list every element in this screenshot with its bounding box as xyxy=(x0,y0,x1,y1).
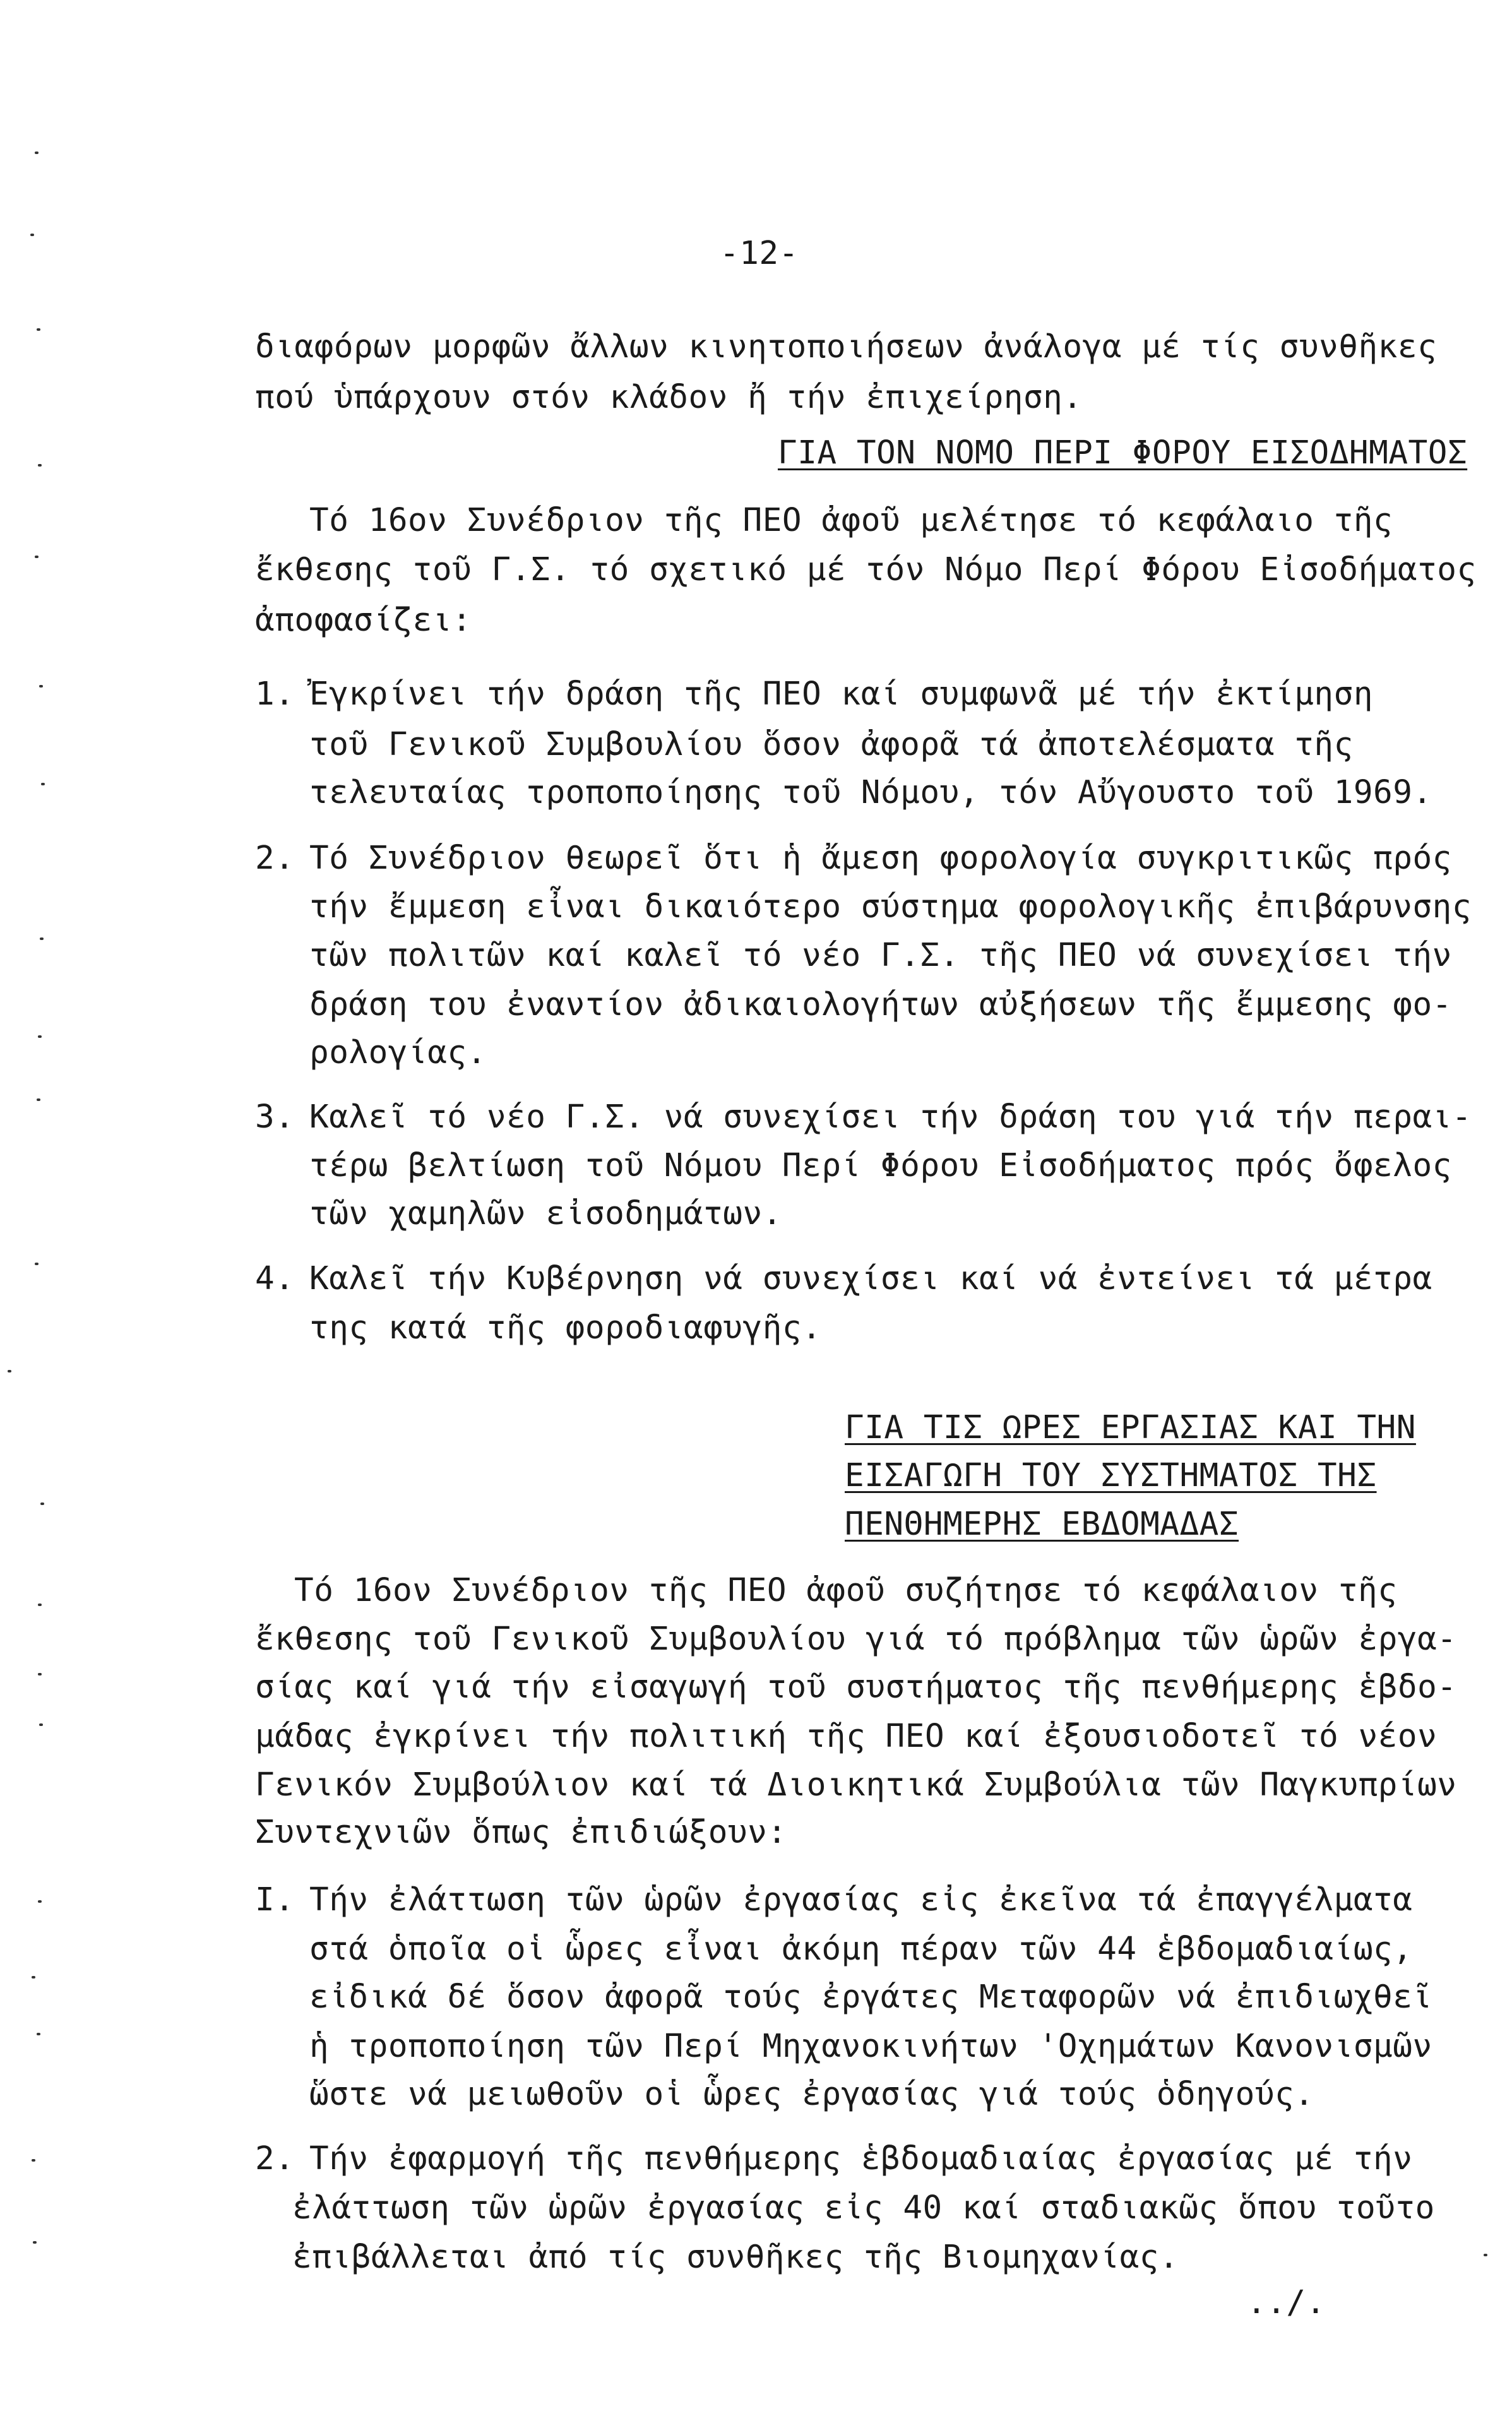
scan-speck xyxy=(30,234,34,236)
scan-speck xyxy=(32,1976,35,1979)
section2-intro-line-1: Τό 16ον Συνέδριον τῆς ΠΕΟ ἀφοῦ συζήτησε τό κεφάλαιον τῆς xyxy=(294,1572,1398,1609)
scan-speck xyxy=(35,152,39,154)
scan-speck xyxy=(33,2241,37,2244)
item-number: 2. xyxy=(255,2140,295,2177)
section1-intro-line-2: ἔκθεσης τοῦ Γ.Σ. τό σχετικό μέ τόν Νόμο Περί Φόρου Εἰσοδήματος xyxy=(255,551,1477,588)
scan-speck xyxy=(38,464,42,467)
item-number: 3. xyxy=(255,1098,295,1136)
item-line: Καλεῖ τήν Κυβέρνηση νά συνεχίσει καί νά ἐντείνει τά μέτρα xyxy=(309,1260,1432,1297)
continuation-mark: ../. xyxy=(1247,2284,1326,2321)
item-number: 1. xyxy=(255,675,295,713)
item-number: 2. xyxy=(255,840,295,877)
scan-speck xyxy=(38,1900,42,1903)
item-line: Ἐγκρίνει τήν δράση τῆς ΠΕΟ καί συμφωνᾶ μέ τήν ἐκτίμηση xyxy=(309,675,1374,713)
section2-intro-line-2: ἔκθεσης τοῦ Γενικοῦ Συμβουλίου γιά τό πρόβλημα τῶν ὡρῶν ἐργα- xyxy=(255,1621,1457,1658)
section2-intro-line-4: μάδας ἐγκρίνει τήν πολιτική τῆς ΠΕΟ καί ἐξουσιοδοτεῖ τό νέον xyxy=(255,1718,1438,1755)
item-line: τῶν χαμηλῶν εἰσοδημάτων. xyxy=(309,1195,782,1232)
item-line: της κατά τῆς φοροδιαφυγῆς. xyxy=(309,1309,822,1347)
section-heading-working-hours-line-2: ΕΙΣΑΓΩΓΗ ΤΟΥ ΣΥΣΤΗΜΑΤΟΣ ΤΗΣ xyxy=(845,1457,1377,1494)
item-line: ἐλάττωση τῶν ὡρῶν ἐργασίας εἰς 40 καί σταδιακῶς ὅπου τοῦτο xyxy=(292,2189,1435,2227)
item-number: Ι. xyxy=(255,1881,295,1919)
item-line: Τήν ἐφαρμογή τῆς πενθήμερης ἑβδομαδιαίας ἐργασίας μέ τήν xyxy=(309,2140,1413,2177)
section1-intro-line-3: ἀποφασίζει: xyxy=(255,602,472,639)
item-line: Τό Συνέδριον θεωρεῖ ὅτι ἡ ἄμεση φορολογία συγκριτικῶς πρός xyxy=(309,840,1452,877)
scan-speck xyxy=(35,556,39,558)
scan-speck xyxy=(8,1370,11,1372)
item-line: Τήν ἐλάττωση τῶν ὡρῶν ἐργασίας εἰς ἐκεῖνα τά ἐπαγγέλματα xyxy=(309,1881,1413,1919)
scan-speck xyxy=(38,1673,42,1675)
item-line: τελευταίας τροποποίησης τοῦ Νόμου, τόν Αὔγουστο τοῦ 1969. xyxy=(309,774,1432,811)
item-line: ρολογίας. xyxy=(309,1034,487,1071)
section1-intro-line-1: Τό 16ον Συνέδριον τῆς ΠΕΟ ἀφοῦ μελέτησε τό κεφάλαιο τῆς xyxy=(309,502,1393,539)
item-line: ἡ τροποποίηση τῶν Περί Μηχανοκινήτων 'Οχημάτων Κανονισμῶν xyxy=(309,2028,1432,2065)
item-line: Καλεῖ τό νέο Γ.Σ. νά συνεχίσει τήν δράση του γιά τήν περαι- xyxy=(309,1098,1472,1136)
intro-line-2: πού ὑπάρχουν στόν κλάδον ἤ τήν ἐπιχείρηση. xyxy=(255,379,1083,416)
scan-speck xyxy=(40,937,44,940)
scan-speck xyxy=(35,1263,39,1265)
item-line: τέρω βελτίωση τοῦ Νόμου Περί Φόρου Εἰσοδήματος πρός ὄφελος xyxy=(309,1147,1452,1184)
scan-speck xyxy=(1484,2254,1487,2256)
scan-speck xyxy=(32,2159,35,2162)
intro-line-1: διαφόρων μορφῶν ἄλλων κινητοποιήσεων ἀνάλογα μέ τίς συνθῆκες xyxy=(255,328,1438,366)
item-line: τοῦ Γενικοῦ Συμβουλίου ὅσον ἀφορᾶ τά ἀποτελέσματα τῆς xyxy=(309,726,1354,763)
scan-speck xyxy=(37,328,40,331)
section2-intro-line-5: Γενικόν Συμβούλιον καί τά Διοικητικά Συμβούλια τῶν Παγκυπρίων xyxy=(255,1766,1457,1804)
section-heading-working-hours-line-1: ΓΙΑ ΤΙΣ ΩΡΕΣ ΕΡΓΑΣΙΑΣ ΚΑΙ ΤΗΝ xyxy=(845,1409,1416,1446)
item-line: στά ὁποῖα οἱ ὧρες εἶναι ἀκόμη πέραν τῶν 44 ἑβδομαδιαίως, xyxy=(309,1931,1413,1968)
section2-intro-line-3: σίας καί γιά τήν εἰσαγωγή τοῦ συστήματος τῆς πενθήμερης ἑβδο- xyxy=(255,1669,1457,1706)
section-heading-income-tax: ΓΙΑ ΤΟΝ ΝΟΜΟ ΠΕΡΙ ΦΟΡΟΥ ΕΙΣΟΔΗΜΑΤΟΣ xyxy=(778,434,1468,472)
scan-speck xyxy=(39,685,43,687)
section-heading-working-hours-line-3: ΠΕΝΘΗΜΕΡΗΣ ΕΒΔΟΜΑΔΑΣ xyxy=(845,1506,1239,1543)
page-number: -12- xyxy=(720,235,799,272)
scan-speck xyxy=(41,783,45,785)
scan-speck xyxy=(39,1723,43,1726)
item-line: τῶν πολιτῶν καί καλεῖ τό νέο Γ.Σ. τῆς ΠΕΟ νά συνεχίσει τήν xyxy=(309,937,1452,974)
scan-speck xyxy=(38,1604,42,1606)
scan-speck xyxy=(37,2033,40,2035)
scan-speck xyxy=(38,1035,42,1038)
section2-intro-line-6: Συντεχνιῶν ὅπως ἐπιδιώξουν: xyxy=(255,1814,787,1851)
item-line: δράση του ἐναντίον ἀδικαιολογήτων αὐξήσεων τῆς ἔμμεσης φο- xyxy=(309,986,1452,1023)
item-line: ὥστε νά μειωθοῦν οἱ ὧρες ἐργασίας γιά τούς ὁδηγούς. xyxy=(309,2076,1314,2113)
item-line: ἐπιβάλλεται ἀπό τίς συνθῆκες τῆς Βιομηχανίας. xyxy=(292,2239,1179,2276)
item-line: τήν ἔμμεση εἶναι δικαιότερο σύστημα φορολογικῆς ἐπιβάρυνσης xyxy=(309,888,1472,925)
scan-speck xyxy=(40,1503,44,1505)
item-number: 4. xyxy=(255,1260,295,1297)
item-line: εἰδικά δέ ὅσον ἀφορᾶ τούς ἐργάτες Μεταφορῶν νά ἐπιδιωχθεῖ xyxy=(309,1979,1432,2016)
scan-speck xyxy=(37,1098,40,1101)
